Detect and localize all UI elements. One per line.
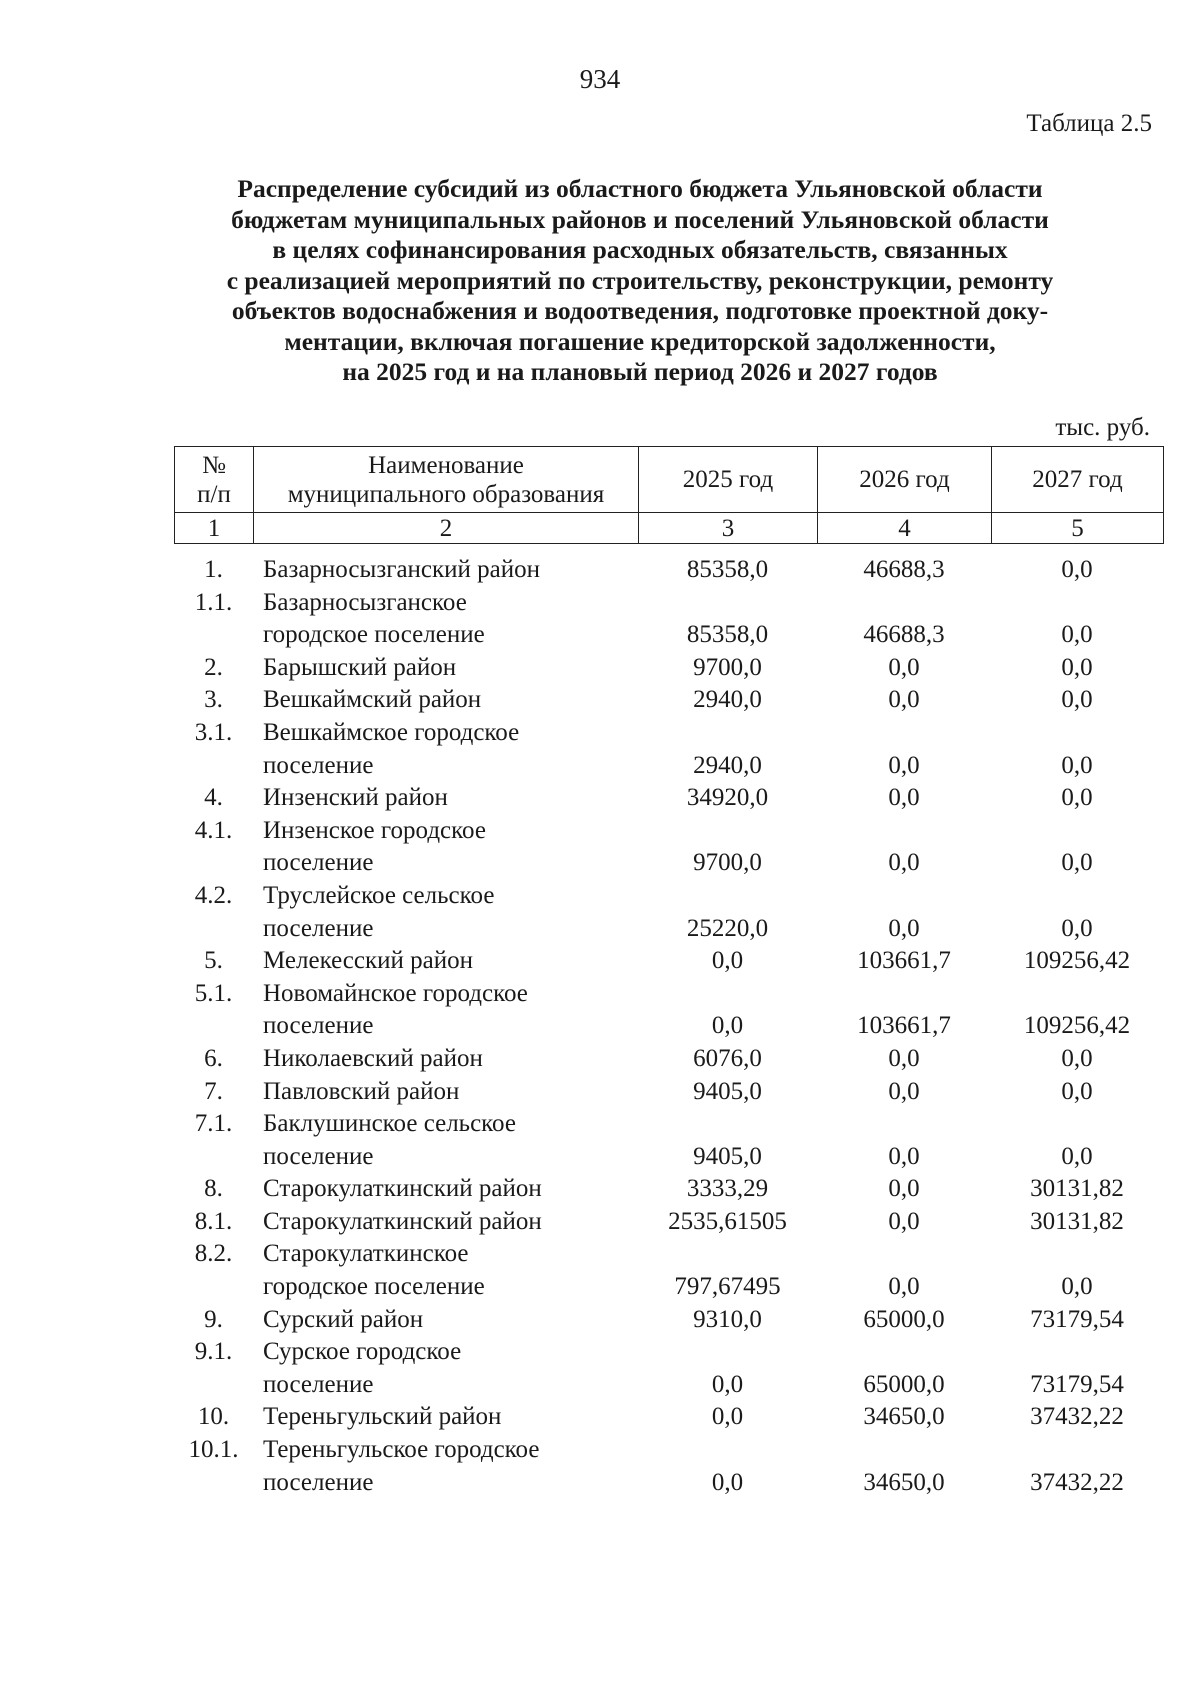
row-name-line: Старокулаткинский район	[263, 1175, 542, 1203]
row-value-2025: 0,0	[711, 947, 744, 975]
header-name-line: муниципального образования	[287, 480, 605, 508]
table-row	[174, 1206, 1163, 1239]
title-line: ментации, включая погашение кредиторской задолженности,	[284, 326, 996, 356]
row-number: 1.	[204, 556, 223, 583]
row-name-line: Тереньгульский район	[263, 1403, 502, 1431]
table-row	[174, 554, 1163, 587]
row-number: 9.	[204, 1305, 223, 1333]
row-number: 2.	[204, 653, 223, 681]
row-name-line: Баклушинское сельское	[263, 1110, 516, 1138]
row-number: 4.	[204, 784, 223, 812]
row-name	[253, 782, 638, 815]
row-name	[253, 1206, 638, 1239]
document-title	[160, 174, 1120, 388]
row-number: 10.	[197, 1403, 230, 1431]
table-row	[174, 815, 1163, 880]
row-value-2027: 0,0	[1061, 849, 1093, 877]
table-row	[174, 1238, 1163, 1303]
row-value-2027: 0,0	[1061, 1142, 1093, 1170]
row-name-line: городское поселение	[263, 621, 485, 649]
table-row	[174, 1434, 1163, 1499]
header-2025: 2025 год	[639, 447, 818, 513]
title-line: с реализацией мероприятий по строительству, реконструкции, ремонту	[226, 265, 1054, 295]
row-name-line: Сурское городское	[263, 1338, 462, 1366]
row-value-2027: 37432,22	[1030, 1468, 1124, 1496]
table-label: Таблица 2.5	[1026, 110, 1152, 137]
header-name-line: Наименование	[368, 451, 524, 479]
table-row	[174, 1108, 1163, 1173]
row-value-2025: 0,0	[711, 1403, 744, 1431]
row-name	[253, 978, 638, 1043]
row-number: 10.1.	[188, 1436, 239, 1464]
row-value-2026: 0,0	[888, 653, 920, 681]
header-index: 1	[175, 513, 254, 544]
row-value-2026: 46688,3	[863, 621, 945, 649]
row-value-2027: 0,0	[1061, 1044, 1093, 1072]
row-value-2025: 34920,0	[686, 784, 769, 812]
row-value-2025: 9405,0	[693, 1077, 762, 1105]
row-value-2026: 34650,0	[863, 1403, 945, 1431]
row-number: 4.1.	[194, 816, 233, 844]
row-value-2026: 103661,7	[857, 947, 951, 975]
row-value-2025: 0,0	[711, 1370, 744, 1398]
row-name	[253, 1336, 638, 1401]
row-name-line: поселение	[263, 1468, 374, 1496]
row-name-line: Павловский район	[263, 1077, 460, 1105]
row-name	[253, 1108, 638, 1173]
row-name-line: поселение	[263, 914, 374, 942]
row-value-2026: 0,0	[888, 1175, 920, 1203]
row-number: 7.	[204, 1077, 223, 1105]
row-name-line: Старокулаткинский район	[263, 1207, 542, 1235]
title-line: в целях софинансирования расходных обязательств, связанных	[272, 235, 1008, 264]
row-name	[253, 554, 638, 587]
row-name	[253, 652, 638, 685]
row-name-line: Старокулаткинское	[263, 1240, 469, 1268]
row-value-2026: 0,0	[888, 1044, 920, 1072]
header-number-line: п/п	[197, 480, 231, 508]
page-number: 934	[579, 64, 621, 94]
row-value-2027: 0,0	[1061, 914, 1093, 942]
row-name	[253, 717, 638, 782]
row-value-2025: 3333,29	[686, 1175, 769, 1203]
table-row	[174, 684, 1163, 717]
row-name	[253, 1401, 638, 1434]
table-row	[174, 717, 1163, 782]
header-2027: 2027 год	[992, 447, 1164, 513]
row-number: 5.	[204, 947, 223, 975]
row-value-2027: 0,0	[1061, 686, 1093, 714]
row-name	[253, 815, 638, 880]
data-table	[174, 554, 1163, 1499]
row-value-2026: 0,0	[888, 1207, 920, 1235]
title-line: Распределение субсидий из областного бюджета Ульяновской области	[237, 174, 1043, 203]
row-value-2026: 0,0	[888, 686, 920, 714]
row-value-2027: 73179,54	[1030, 1305, 1124, 1333]
row-number: 1.1.	[194, 588, 233, 616]
row-name-line: Сурский район	[263, 1305, 424, 1333]
row-name	[253, 945, 638, 978]
table-row	[174, 1076, 1163, 1109]
row-value-2026: 0,0	[888, 1273, 920, 1301]
header-index: 2	[254, 513, 639, 544]
row-value-2026: 0,0	[888, 751, 920, 779]
row-value-2027: 73179,54	[1030, 1370, 1124, 1398]
row-name-line: Барышский район	[263, 653, 457, 681]
row-name-line: Николаевский район	[263, 1044, 483, 1072]
row-name	[253, 684, 638, 717]
row-value-2026: 0,0	[888, 1077, 920, 1105]
row-name-line: Инзенский район	[263, 784, 448, 812]
row-name-line: Вешкаймское городское	[263, 718, 520, 746]
table-row	[174, 782, 1163, 815]
row-name	[253, 1238, 638, 1303]
row-value-2027: 0,0	[1061, 1273, 1093, 1301]
header-index: 4	[818, 513, 992, 544]
row-number: 8.	[204, 1175, 223, 1203]
table-row	[174, 1336, 1163, 1401]
table-row	[174, 587, 1163, 652]
row-name-line: Инзенское городское	[263, 816, 486, 844]
table-header	[174, 446, 1164, 544]
header-2026: 2026 год	[818, 447, 992, 513]
row-value-2027: 109256,42	[1023, 1012, 1131, 1040]
row-name	[253, 1043, 638, 1076]
row-name-line: поселение	[263, 849, 374, 877]
row-value-2025: 2940,0	[693, 686, 762, 714]
row-value-2026: 103661,7	[857, 1012, 951, 1040]
row-name	[253, 1076, 638, 1109]
table-row	[174, 945, 1163, 978]
row-name-line: Мелекесский район	[263, 947, 474, 975]
title-line: бюджетам муниципальных районов и поселений Ульяновской области	[231, 204, 1049, 234]
header-index: 5	[992, 513, 1164, 544]
row-value-2025: 0,0	[711, 1468, 744, 1496]
row-name-line: поселение	[263, 1142, 374, 1170]
row-value-2027: 0,0	[1061, 653, 1093, 681]
row-value-2025: 9310,0	[693, 1305, 762, 1333]
row-name-line: Базарносызганское	[263, 588, 467, 616]
row-name-line: поселение	[263, 1012, 374, 1040]
row-value-2027: 37432,22	[1030, 1403, 1124, 1431]
row-value-2027: 0,0	[1061, 1077, 1093, 1105]
row-number: 3.1.	[194, 718, 233, 746]
row-value-2027: 0,0	[1061, 556, 1093, 583]
header-index: 3	[639, 513, 818, 544]
row-number: 9.1.	[194, 1338, 233, 1366]
header-number	[175, 447, 254, 513]
table-row	[174, 1173, 1163, 1206]
row-name	[253, 587, 638, 652]
row-value-2025: 85358,0	[686, 556, 769, 583]
row-name	[253, 1304, 638, 1337]
table-row	[174, 1401, 1163, 1434]
row-value-2025: 0,0	[711, 1012, 744, 1040]
title-line: объектов водоснабжения и водоотведения, подготовке проектной доку-	[231, 296, 1049, 325]
row-value-2027: 109256,42	[1023, 947, 1131, 975]
title-line: на 2025 год и на плановый период 2026 и 2027 годов	[342, 357, 938, 386]
row-name-line: городское поселение	[263, 1273, 485, 1301]
row-name	[253, 1434, 638, 1499]
row-number: 8.1.	[194, 1207, 233, 1235]
row-value-2027: 30131,82	[1030, 1207, 1124, 1235]
row-name-line: Тереньгульское городское	[263, 1436, 540, 1464]
row-number: 5.1.	[194, 979, 233, 1007]
table-row	[174, 880, 1163, 945]
header-name	[254, 447, 639, 513]
row-value-2025: 9700,0	[693, 849, 762, 877]
row-name-line: поселение	[263, 1370, 374, 1398]
units-label: тыс. руб.	[1055, 414, 1150, 441]
row-value-2026: 0,0	[888, 784, 920, 812]
row-name-line: Вешкаймский район	[263, 686, 482, 714]
row-value-2025: 9700,0	[693, 653, 762, 681]
row-number: 3.	[204, 686, 223, 714]
row-name-line: поселение	[263, 751, 374, 779]
row-value-2026: 0,0	[888, 1142, 920, 1170]
row-number: 4.2.	[194, 881, 233, 909]
table-row	[174, 1043, 1163, 1076]
row-value-2026: 0,0	[888, 849, 920, 877]
table-row	[174, 1304, 1163, 1337]
row-value-2026: 46688,3	[863, 556, 945, 583]
row-value-2027: 0,0	[1061, 621, 1093, 649]
row-value-2025: 2535,61505	[668, 1207, 787, 1235]
row-value-2025: 2940,0	[693, 751, 762, 779]
row-name-line: Новомайнское городское	[263, 979, 528, 1007]
row-value-2026: 65000,0	[863, 1370, 945, 1398]
table-row	[174, 652, 1163, 685]
row-value-2027: 0,0	[1061, 784, 1093, 812]
row-value-2026: 34650,0	[863, 1468, 945, 1496]
row-number: 6.	[204, 1044, 223, 1072]
row-value-2027: 30131,82	[1030, 1175, 1124, 1203]
row-value-2025: 797,67495	[674, 1273, 781, 1301]
row-value-2027: 0,0	[1061, 751, 1093, 779]
row-name-line: Труслейское сельское	[263, 881, 495, 909]
row-value-2025: 9405,0	[693, 1142, 762, 1170]
row-value-2026: 65000,0	[863, 1305, 945, 1333]
row-value-2026: 0,0	[888, 914, 920, 942]
row-name	[253, 880, 638, 945]
row-name	[253, 1173, 638, 1206]
header-number-line: №	[202, 451, 226, 479]
row-value-2025: 85358,0	[686, 621, 769, 649]
row-value-2025: 6076,0	[693, 1044, 762, 1072]
row-name-line: Базарносызганский район	[263, 556, 541, 583]
table-row	[174, 978, 1163, 1043]
row-value-2025: 25220,0	[686, 914, 769, 942]
row-number: 8.2.	[194, 1240, 233, 1268]
row-number: 7.1.	[194, 1110, 233, 1138]
